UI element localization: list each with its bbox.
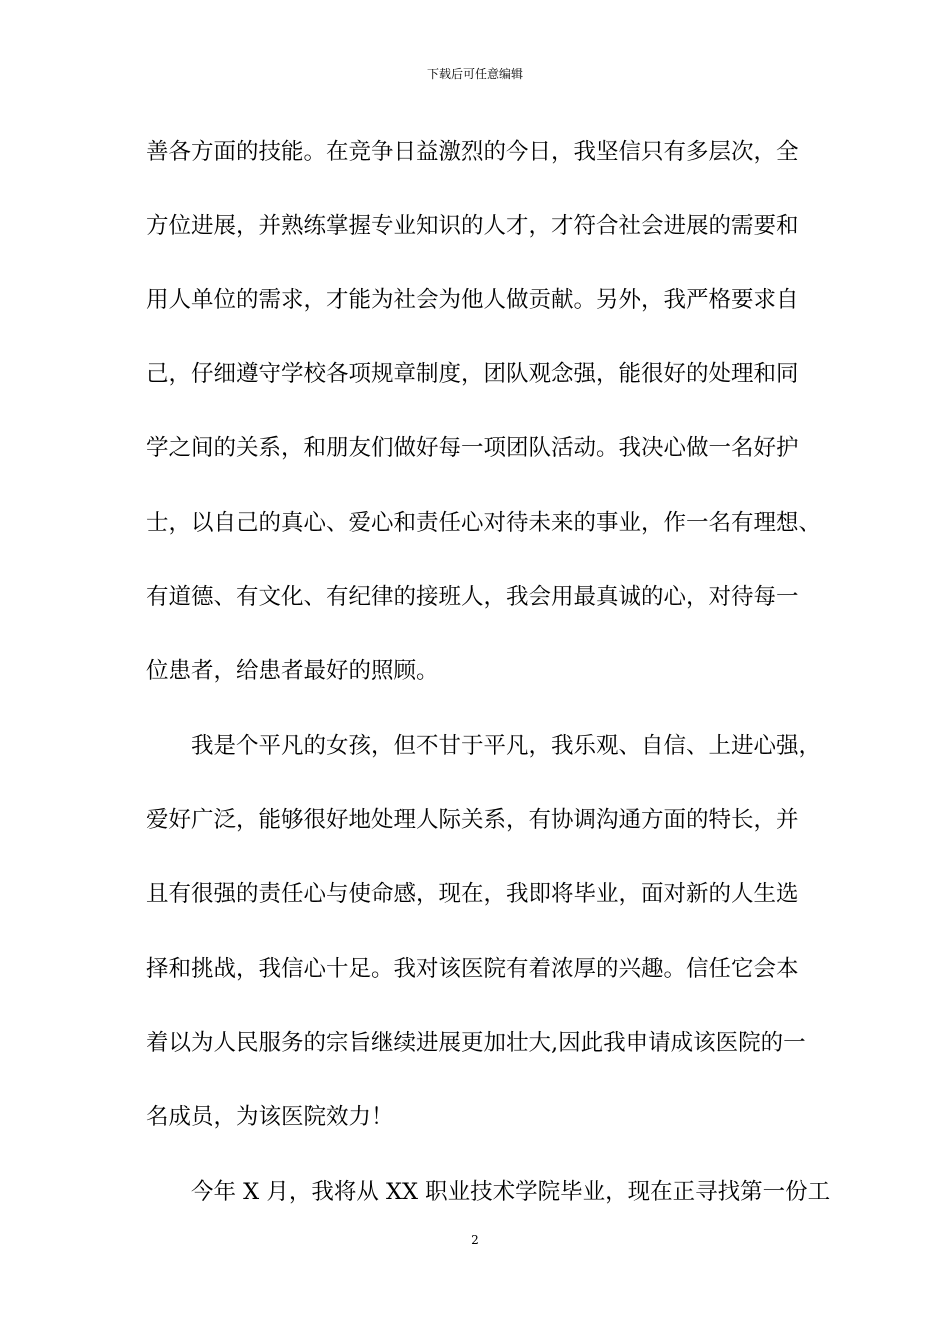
- text-line: 善各方面的技能。在竞争日益激烈的今日，我坚信只有多层次，全: [146, 139, 799, 165]
- text-line: 用人单位的需求，才能为社会为他人做贡献。另外，我严格要求自: [146, 287, 799, 313]
- page-number: 2: [471, 1233, 479, 1247]
- text-line: 有道德、有文化、有纪律的接班人，我会用最真诚的心，对待每一: [146, 584, 799, 610]
- paragraph-start-line: 今年 X 月，我将从 XX 职业技术学院毕业，现在正寻找第一份工: [191, 1179, 831, 1205]
- text-line: 且有很强的责任心与使命感，现在，我即将毕业，面对新的人生选: [146, 881, 799, 907]
- text-line: 位患者，给患者最好的照顾。: [146, 658, 439, 684]
- text-line: 士，以自己的真心、爱心和责任心对待未来的事业，作一名有理想、: [146, 510, 822, 536]
- text-line: 名成员，为该医院效力！: [146, 1104, 394, 1130]
- text-line: 择和挑战，我信心十足。我对该医院有着浓厚的兴趣。信任它会本: [146, 956, 799, 982]
- page-header: 下载后可任意编辑: [426, 67, 523, 81]
- text-line: 爱好广泛，能够很好地处理人际关系，有协调沟通方面的特长，并: [146, 807, 799, 833]
- text-line: 学之间的关系，和朋友们做好每一项团队活动。我决心做一名好护: [146, 435, 799, 461]
- text-line: 方位进展，并熟练掌握专业知识的人才，才符合社会进展的需要和: [146, 213, 799, 239]
- paragraph-start-line: 我是个平凡的女孩，但不甘于平凡，我乐观、自信、上进心强，: [191, 733, 822, 759]
- text-line: 着以为人民服务的宗旨继续进展更加壮大,因此我申请成该医院的一: [146, 1030, 806, 1056]
- text-line: 己，仔细遵守学校各项规章制度，团队观念强，能很好的处理和同: [146, 361, 799, 387]
